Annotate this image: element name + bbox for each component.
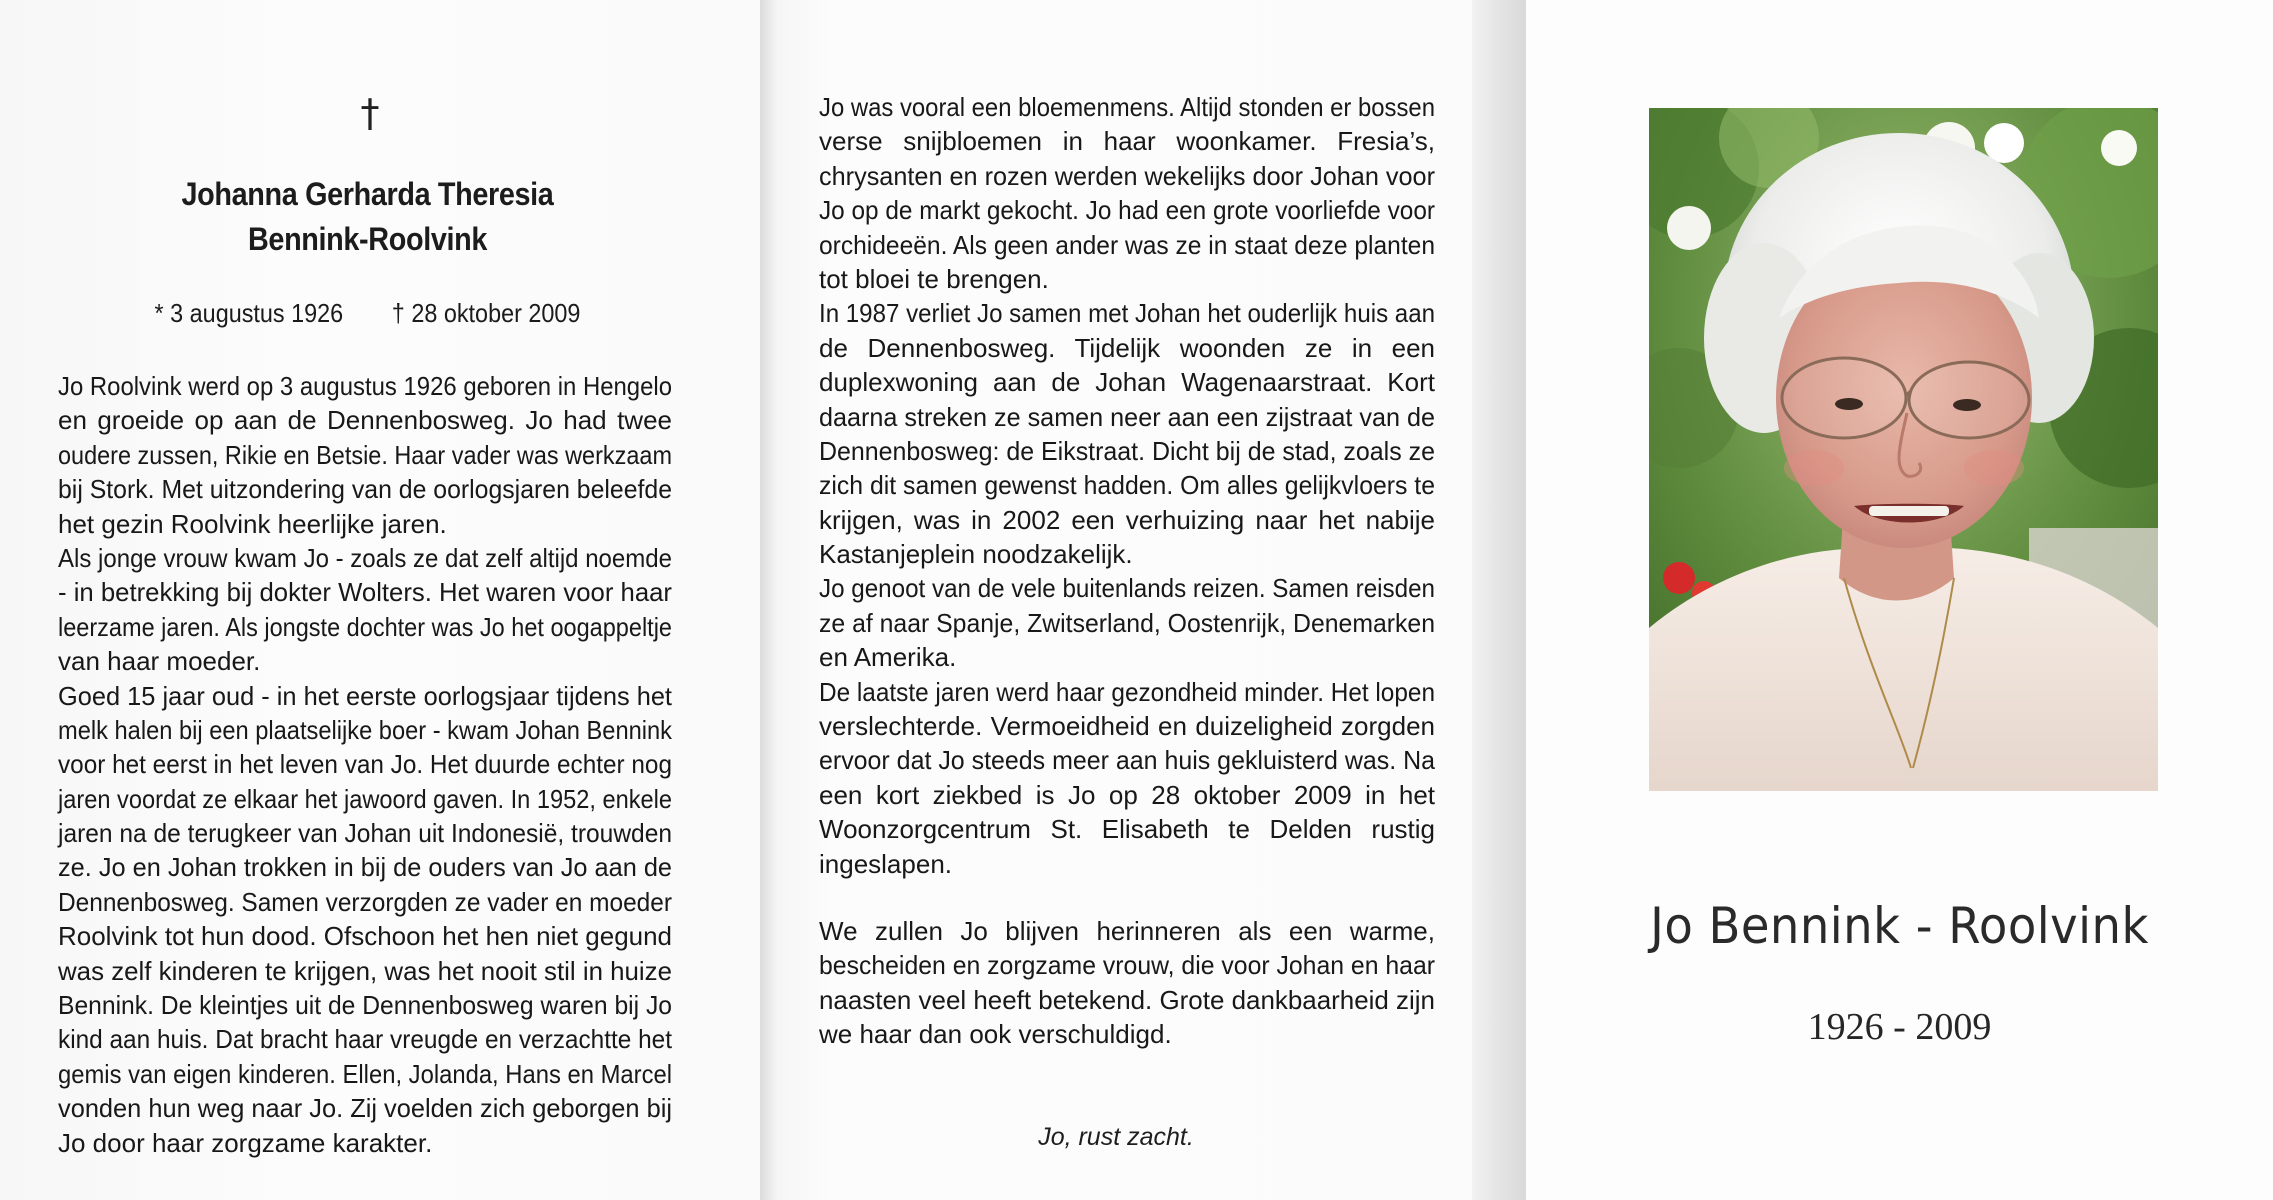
text-line-content: In 1987 verliet Jo samen met Johan het ouderlijk huis aan <box>819 298 1435 329</box>
text-line <box>819 400 1435 434</box>
text-line-content: gemis van eigen kinderen. Ellen, Jolanda, Hans en Marcel <box>58 1058 672 1089</box>
birth-date: * 3 augustus 1926 <box>154 298 344 328</box>
text-line-content: melk halen bij een plaatselijke boer - kwam Johan Bennink <box>58 714 672 745</box>
text-line <box>58 919 672 953</box>
text-line <box>819 296 1435 330</box>
text-line-content: de Dennenbosweg. Tijdelijk woonden ze in een <box>819 332 1435 363</box>
biography-middle <box>819 90 1435 881</box>
text-line-content: De laatste jaren werd haar gezondheid minder. Het lopen <box>819 676 1435 707</box>
text-line <box>58 369 672 403</box>
card-name: Jo Bennink - Roolvink <box>1650 897 2149 955</box>
text-line <box>819 159 1435 193</box>
text-line <box>58 850 672 884</box>
text-line-content: Jo was vooral een bloemenmens. Altijd stonden er bossen <box>819 92 1435 122</box>
text-line <box>58 575 672 609</box>
text-line-content: Jo op de markt gekocht. Jo had een grote voorliefde voor <box>819 195 1435 226</box>
text-line <box>58 713 672 747</box>
text-line-content: naasten veel heeft betekend. Grote dankbaarheid zijn <box>819 984 1435 1015</box>
text-line <box>819 914 1435 948</box>
text-line <box>819 331 1435 365</box>
text-line <box>58 438 672 472</box>
text-line-content: zich dit samen gewenst hadden. Om alles gelijkvloers te <box>819 470 1435 501</box>
text-line-content: Jo genoot van de vele buitenlands reizen. Samen reisden <box>819 573 1435 604</box>
text-line-content: ze. Jo en Johan trokken in bij de ouders van Jo aan de <box>58 852 672 883</box>
text-line-content: daarna streken ze samen neer aan een zijstraat van de <box>819 401 1435 432</box>
text-line-content: was zelf kinderen te krijgen, was het nooit stil in huize <box>58 955 672 986</box>
text-line-content: Goed 15 jaar oud - in het eerste oorlogsjaar tijdens het <box>58 680 672 711</box>
closing-paragraph <box>819 914 1435 1052</box>
text-line <box>58 507 672 541</box>
text-line-content: we haar dan ook verschuldigd. <box>819 1019 1172 1050</box>
text-line-content: duplexwoning aan de Johan Wagenaarstraat. Kort <box>819 367 1435 398</box>
text-line-content: ingeslapen. <box>819 848 952 879</box>
text-line <box>819 1017 1435 1051</box>
text-line <box>58 472 672 506</box>
text-line <box>58 1022 672 1056</box>
text-line-content: Dennenbosweg: de Eikstraat. Dicht bij de stad, zoals ze <box>819 435 1435 466</box>
text-line-content: verse snijbloemen in haar woonkamer. Fresia’s, <box>819 126 1435 157</box>
text-line-content: ze af naar Spanje, Zwitserland, Oostenrijk, Denemarken <box>819 607 1435 638</box>
text-line <box>819 90 1435 124</box>
text-line <box>58 644 672 678</box>
text-line <box>58 1126 672 1160</box>
text-line-content: bij Stork. Met uitzondering van de oorlogsjaren beleefde <box>58 474 672 505</box>
cross-icon: † <box>360 91 380 135</box>
text-line-content: chrysanten en rozen werden wekelijks door Johan voor <box>819 160 1435 191</box>
text-line <box>58 610 672 644</box>
text-line <box>819 537 1435 571</box>
text-line-content: kind aan huis. Dat bracht haar vreugde en verzachtte het <box>58 1024 672 1055</box>
text-line-content: tot bloei te brengen. <box>819 263 1049 294</box>
text-line <box>819 948 1435 982</box>
text-line-content: orchideeën. Als geen ander was ze in staat deze planten <box>819 229 1435 260</box>
text-line-content: ervoor dat Jo steeds meer aan huis gekluisterd was. Na <box>819 745 1435 776</box>
text-line-content: Roolvink tot hun dood. Ofschoon het hen niet gegund <box>58 921 672 952</box>
text-line <box>819 503 1435 537</box>
text-line-content: oudere zussen, Rikie en Betsie. Haar vader was werkzaam <box>58 439 672 470</box>
card-gap <box>1472 0 1526 1200</box>
text-line <box>58 782 672 816</box>
text-line-content: verslechterde. Vermoeidheid en duizeligheid zorgden <box>819 711 1435 742</box>
text-line <box>819 365 1435 399</box>
text-line <box>819 675 1435 709</box>
biography-left <box>58 369 672 1160</box>
text-line <box>58 885 672 919</box>
life-dates <box>91 296 645 330</box>
text-line <box>58 1057 672 1091</box>
text-line <box>58 403 672 437</box>
text-line-content: voor het eerst in het leven van Jo. Het duurde echter nog <box>58 749 672 780</box>
text-line-content: Jo Roolvink werd op 3 augustus 1926 geboren in Hengelo <box>58 371 672 401</box>
text-line <box>819 778 1435 812</box>
death-date: † 28 oktober 2009 <box>391 298 581 328</box>
text-line-content: vonden hun weg naar Jo. Zij voelden zich geborgen bij <box>58 1093 672 1124</box>
text-line-content: Jo door haar zorgzame karakter. <box>58 1127 433 1158</box>
text-line <box>819 640 1435 674</box>
text-line <box>819 743 1435 777</box>
text-line <box>58 1091 672 1125</box>
text-line <box>58 747 672 781</box>
text-line <box>819 847 1435 881</box>
text-line <box>819 983 1435 1017</box>
text-line-content: Dennenbosweg. Samen verzorgden ze vader en moeder <box>58 886 672 917</box>
text-line <box>819 571 1435 605</box>
text-line-content: van haar moeder. <box>58 646 261 677</box>
text-line <box>819 262 1435 296</box>
text-line-content: jaren voordat ze elkaar het jawoord gaven. In 1952, enkele <box>58 783 672 814</box>
text-line <box>58 954 672 988</box>
text-line-content: Als jonge vrouw kwam Jo - zoals ze dat zelf altijd noemde <box>58 542 672 573</box>
text-line-content: en groeide op aan de Dennenbosweg. Jo had twee <box>58 405 672 436</box>
text-line <box>819 193 1435 227</box>
text-line <box>58 988 672 1022</box>
text-line <box>58 679 672 713</box>
text-line-content: Bennink. De kleintjes uit de Dennenbosweg waren bij Jo <box>58 990 672 1021</box>
text-line <box>819 124 1435 158</box>
portrait-photo <box>1649 108 2158 791</box>
text-line <box>819 434 1435 468</box>
text-line-content: krijgen, was in 2002 een verhuizing naar het nabije <box>819 504 1435 535</box>
fold-line <box>760 0 778 1200</box>
text-line-content: jaren na de terugkeer van Johan uit Indonesië, trouwden <box>58 818 672 849</box>
text-line-content: een kort ziekbed is Jo op 28 oktober 2009 in het <box>819 779 1435 810</box>
text-line-content: - in betrekking bij dokter Wolters. Het waren voor haar <box>58 577 672 608</box>
text-line-content: bescheiden en zorgzame vrouw, die voor Johan en haar <box>819 950 1435 981</box>
text-line <box>819 606 1435 640</box>
text-line <box>58 816 672 850</box>
text-line-content: leerzame jaren. Als jongste dochter was Jo het oogappeltje <box>58 611 672 642</box>
text-line-content: Woonzorgcentrum St. Elisabeth te Delden rustig <box>819 814 1435 845</box>
text-line <box>58 541 672 575</box>
full-name-line-1: Johanna Gerharda Theresia <box>181 176 554 212</box>
full-name-line-2: Bennink-Roolvink <box>247 221 488 257</box>
text-line-content: en Amerika. <box>819 642 957 673</box>
text-line <box>819 709 1435 743</box>
text-line <box>819 468 1435 502</box>
card-years: 1926 - 2009 <box>1807 1006 1992 1048</box>
text-line <box>819 812 1435 846</box>
signoff-text: Jo, rust zacht. <box>1038 1123 1194 1151</box>
text-line <box>819 228 1435 262</box>
text-line-content: We zullen Jo blijven herinneren als een warme, <box>819 916 1435 946</box>
text-line-content: Kastanjeplein noodzakelijk. <box>819 539 1133 570</box>
text-line-content: het gezin Roolvink heerlijke jaren. <box>58 508 447 539</box>
